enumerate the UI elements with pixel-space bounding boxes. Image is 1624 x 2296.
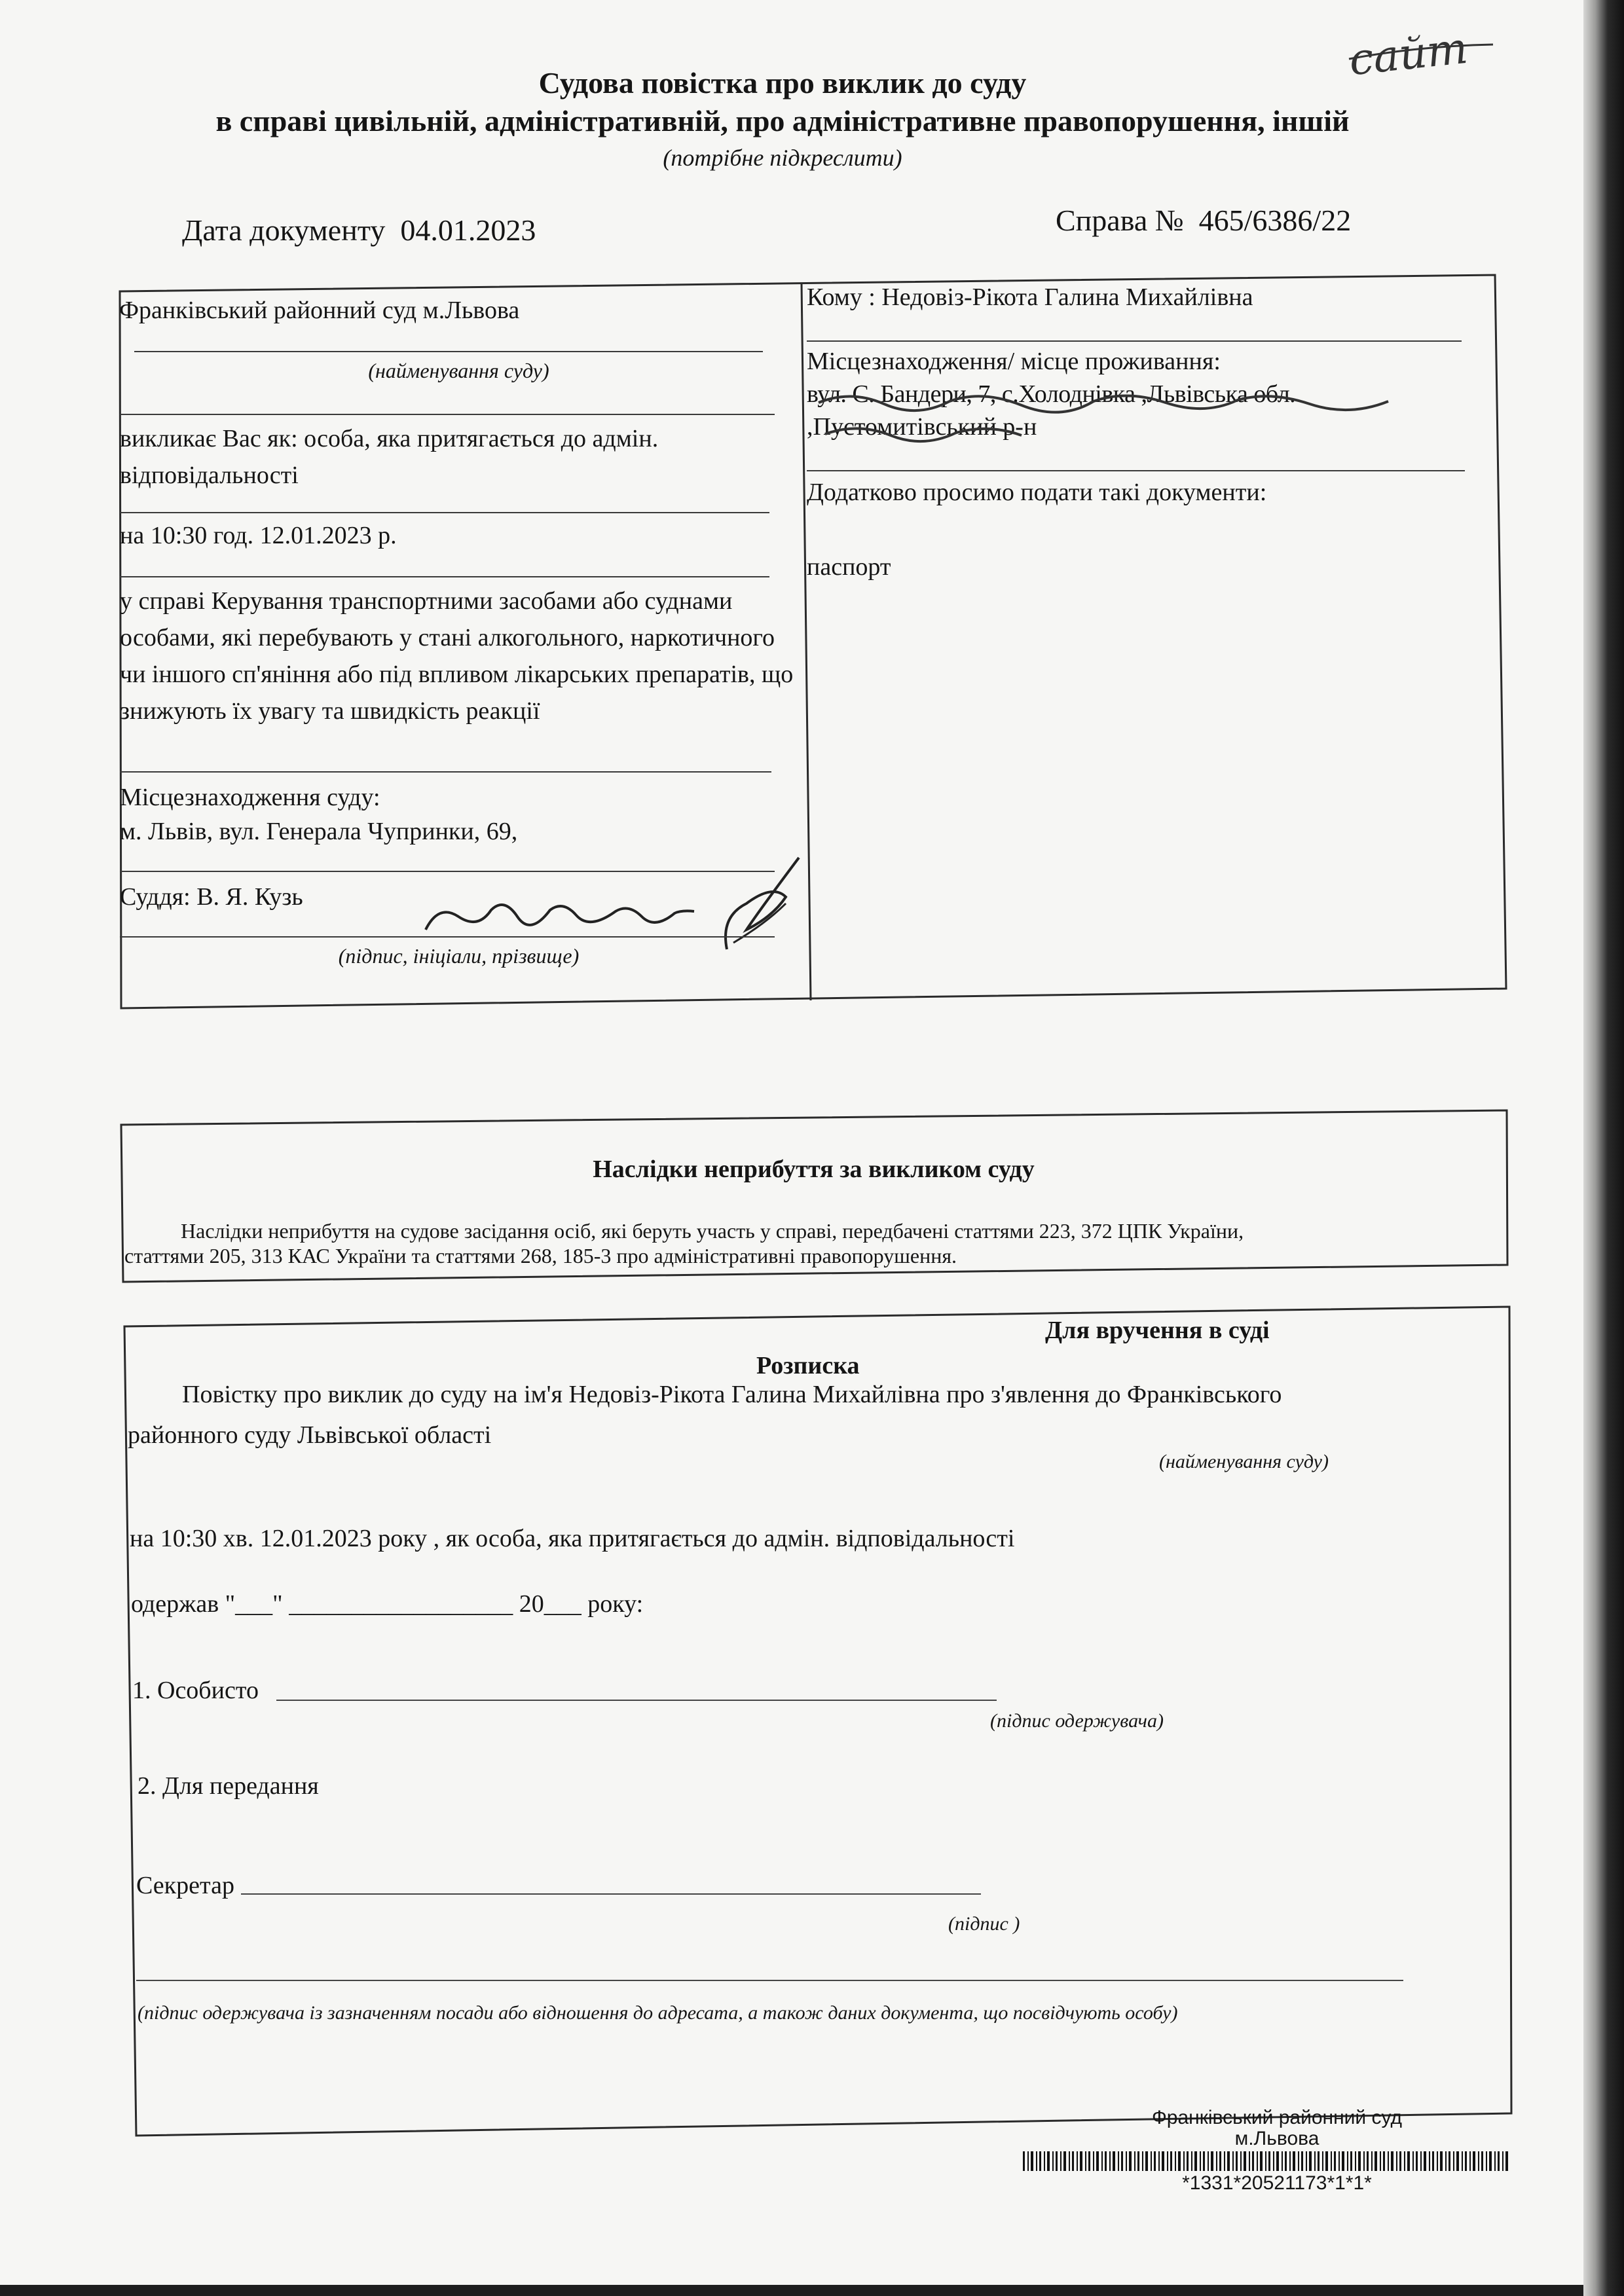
residence-line2: ,Пустомитівський р-н [807,413,1037,441]
court-name-caption: (найменування суду) [368,359,549,382]
recipient-line: Кому : Недовіз-Рікота Галина Михайлівна [807,283,1253,311]
receipt-title: Розписка [756,1352,860,1379]
scan-edge [1583,0,1624,2296]
recipient-signature-caption: (підпис одержувача) [990,1710,1164,1732]
underline-note: (потрібне підкреслити) [663,145,902,171]
for-transfer-label: 2. Для передання [138,1772,319,1800]
document-date: Дата документу 04.01.2023 [182,213,536,247]
hearing-time: на 10:30 год. 12.01.2023 р. [120,522,397,549]
for-court-delivery: Для вручення в суді [1045,1317,1270,1344]
court-location-label: Місцезнаходження суду: [120,784,380,811]
consequences-title: Наслідки неприбуття за викликом суду [593,1156,1035,1183]
court-name: Франківський районний суд м.Львова [119,297,520,324]
recipient-id-caption: (підпис одержувача із зазначенням посади або відношення до адресата, а також даних документа, що посвідчують особу) [138,2002,1178,2024]
consequences-text-1: Наслідки неприбуття на судове засідання осіб, які беруть участь у справі, передбачені статтями 223, 372 ЦПК України, [181,1219,1244,1243]
received-date-line: одержав "___" __________________ 20___ року: [131,1590,644,1618]
receipt-court-caption: (найменування суду) [1159,1451,1329,1472]
summons-as-cont: відповідальності [120,462,299,489]
court-location-value: м. Львів, вул. Генерала Чупринки, 69, [120,818,518,845]
summons-as: викликає Вас як: особа, яка притягається до адмін. [120,425,659,452]
judge-name: Суддя: В. Я. Кузь [120,883,303,911]
consequences-text-2: статтями 205, 313 КАС України та статтями 268, 185-3 про адміністративні правопорушення. [124,1244,957,1267]
document-subtitle: в справі цивільній, адміністративній, про адміністративне правопорушення, іншій [215,104,1350,137]
personally-label: 1. Особисто [132,1677,259,1704]
secretary-label: Секретар [136,1872,234,1899]
case-number: Справа № 465/6386/22 [1056,204,1352,237]
document-title: Судова повістка про виклик до суду [538,66,1027,100]
residence-line1: вул. С. Бандери, 7, с.Холоднівка ,Львівська обл. [807,380,1296,408]
judge-signature-caption: (підпис, ініціали, прізвище) [338,944,580,968]
barcode-number: *1331*20521173*1*1* [1182,2172,1372,2194]
receipt-line1: Повістку про виклик до суду на ім'я Недовіз-Рікота Галина Михайлівна про з'явлення до Франківського [182,1381,1282,1408]
extra-documents-label: Додатково просимо подати такі документи: [807,479,1267,506]
residence-label: Місцезнаходження/ місце проживання: [807,348,1221,375]
receipt-time-line: на 10:30 хв. 12.01.2023 року , як особа, яка притягається до адмін. відповідальності [130,1525,1015,1552]
case-subject: у справі Керування транспортними засобами або суднами особами, які перебувають у стані алкогольного, наркотичного чи іншого сп'яніння або під впливом лікарських препаратів, що знижують їх увагу та швидкість реакції [120,587,794,725]
footer-court-city: м.Львова [1234,2128,1320,2149]
receipt-line2: районного суду Львівської області [128,1421,492,1449]
secretary-signature-caption: (підпис ) [948,1913,1020,1935]
extra-documents-value: паспорт [807,553,891,581]
footer-court-name: Франківський районний суд [1151,2107,1403,2128]
handwritten-mark: сайт [1346,22,1470,86]
